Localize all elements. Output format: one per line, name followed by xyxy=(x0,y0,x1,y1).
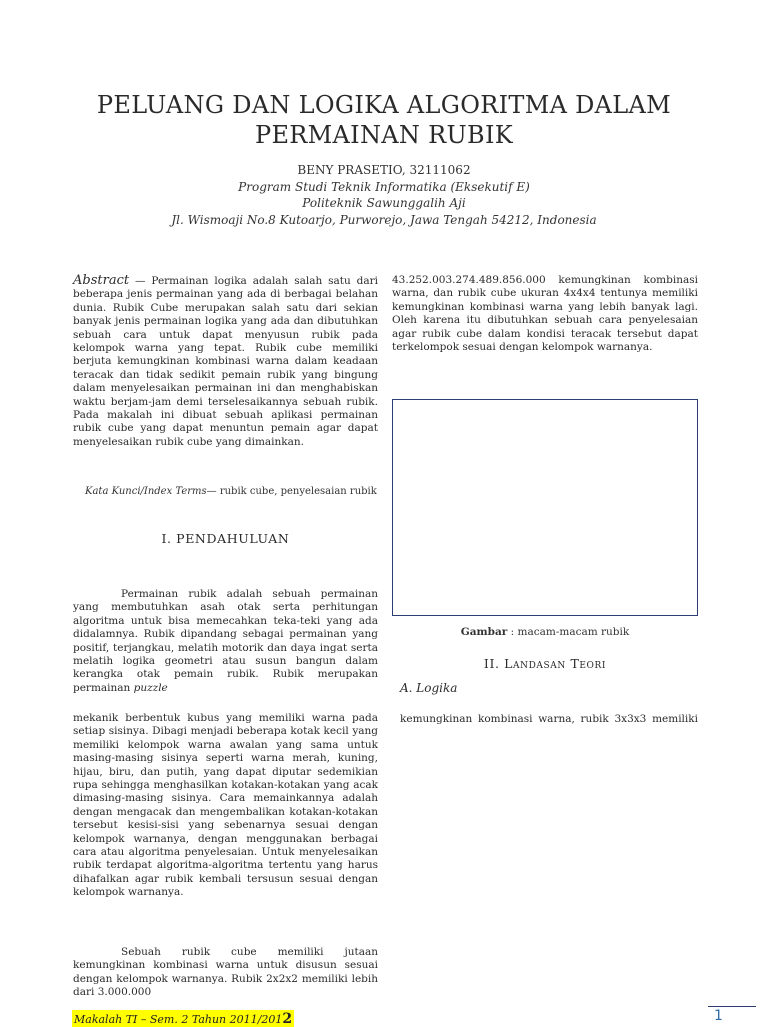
footer-label xyxy=(72,1010,294,1027)
intro-paragraph-1-text: Permainan rubik adalah sebuah permainan yang membutuhkan asah otak serta perhitungan algoritma untuk bisa memecahkan teka-teki yang ada didalamnya. Rubik dipandang sebagai permainan yang positif, terjangkau, melatih motorik dan daya ingat serta melatih logika geometri atau susun bangun dalam kerangka otak pemain rubik. Rubik merupakan permainan xyxy=(73,588,378,694)
affiliation-program: Program Studi Teknik Informatika (Eksekutif E) xyxy=(238,180,530,194)
section-1-heading: I. PENDAHULUAN xyxy=(161,531,290,546)
index-terms-text: rubik cube, penyelesaian rubik xyxy=(219,486,377,497)
title-line-1: PELUANG DAN LOGIKA ALGORITMA DALAM xyxy=(96,91,672,119)
abstract-label: Abstract xyxy=(73,273,130,288)
author-name: BENY PRASETIO, 32111062 xyxy=(297,163,471,177)
subsection-a-heading: A. Logika xyxy=(400,681,458,695)
page-number: 1 xyxy=(714,1008,723,1024)
affiliation-address: Jl. Wismoaji No.8 Kutoarjo, Purworejo, Jawa Tengah 54212, Indonesia xyxy=(171,213,597,227)
paper-title xyxy=(60,90,708,150)
figure-caption-label: Gambar xyxy=(460,626,508,638)
figure-caption-text: : macam-macam rubik xyxy=(507,626,630,638)
intro-paragraph-1 xyxy=(73,588,378,695)
footer-text: Makalah TI – Sem. 2 Tahun 2011/201 xyxy=(74,1013,283,1026)
abstract xyxy=(73,274,378,449)
index-terms-dash: — xyxy=(206,486,220,497)
intro-paragraph-3: Sebuah rubik cube memiliki jutaan kemungkinan kombinasi warna untuk disusun sesuai dengan kelompok warnanya. Rubik 2x2x2 memiliki lebih dari 3.000.000 xyxy=(73,946,378,999)
right-column-bottom-paragraph: kemungkinan kombinasi warna, rubik 3x3x3 memiliki xyxy=(400,713,698,725)
section-2-heading: II. Landasan Teori xyxy=(483,656,607,671)
page-number-rule xyxy=(708,1006,756,1007)
intro-paragraph-2: mekanik berbentuk kubus yang memiliki warna pada setiap sisinya. Dibagi menjadi beberapa kotak kecil yang memiliki kelompok warna awalan yang sama untuk masing-masing sisinya seperti warna merah, kuning, hijau, biru, dan putih, yang dapat diputar sedemikian rupa sehingga menghasilkan kotakan-kotakan yang acak dimasing-masing sisinya. Cara memainkannya adalah dengan mengacak dan mengembalikan kotakan-kotakan tersebut kesisi-sisi yang sebenarnya sesuai dengan kelompok warnanya, dengan menggunakan berbagai cara atau algoritma penyelesaian. Untuk menyelesaikan rubik terdapat algoritma-algoritma tertentu yang harus dihafalkan agar rubik kembali tersusun sesuai dengan kelompok warnanya. xyxy=(73,712,378,899)
index-terms xyxy=(85,486,378,497)
figure-caption xyxy=(392,626,698,638)
intro-paragraph-1-italic: puzzle xyxy=(133,681,168,694)
title-line-2: PERMAINAN RUBIK xyxy=(255,121,513,149)
right-column-paragraph: 43.252.003.274.489.856.000 kemungkinan kombinasi warna, dan rubik cube ukuran 4x4x4 tentunya memiliki kemungkinan kombinasi warna yang lebih banyak lagi. Oleh karena itu dibutuhkan sebuah cara penyelesaian agar rubik cube dalam kondisi teracak tersebut dapat terkelompok sesuai dengan kelompok warnanya. xyxy=(392,274,698,354)
abstract-dash: — xyxy=(129,275,152,287)
affiliation-institution: Politeknik Sawunggalih Aji xyxy=(302,196,466,210)
abstract-text: Permainan logika adalah salah satu dari beberapa jenis permainan yang ada di berbagai belahan dunia. Rubik Cube merupakan salah satu dari sekian banyak jenis permainan logika yang ada dan dibutuhkan sebuah cara untuk dapat menyusun rubik pada kelompok warna yang tepat. Rubik cube memiliki berjuta kemungkinan kombinasi warna dalam keadaan teracak dan tidak sedikit pemain rubik yang bingung dalam menyelesaikan permainan ini dan menghabiskan waktu berjam-jam demi terselesaikannya sebuah rubik. Pada makalah ini dibuat sebuah aplikasi permainan rubik cube yang dapat menuntun pemain agar dapat menyelesaikan rubik cube yang dimainkan. xyxy=(73,275,378,448)
footer-last-digit: 2 xyxy=(282,1011,293,1027)
figure-placeholder xyxy=(392,399,698,616)
index-terms-label: Kata Kunci/Index Terms xyxy=(85,486,207,497)
